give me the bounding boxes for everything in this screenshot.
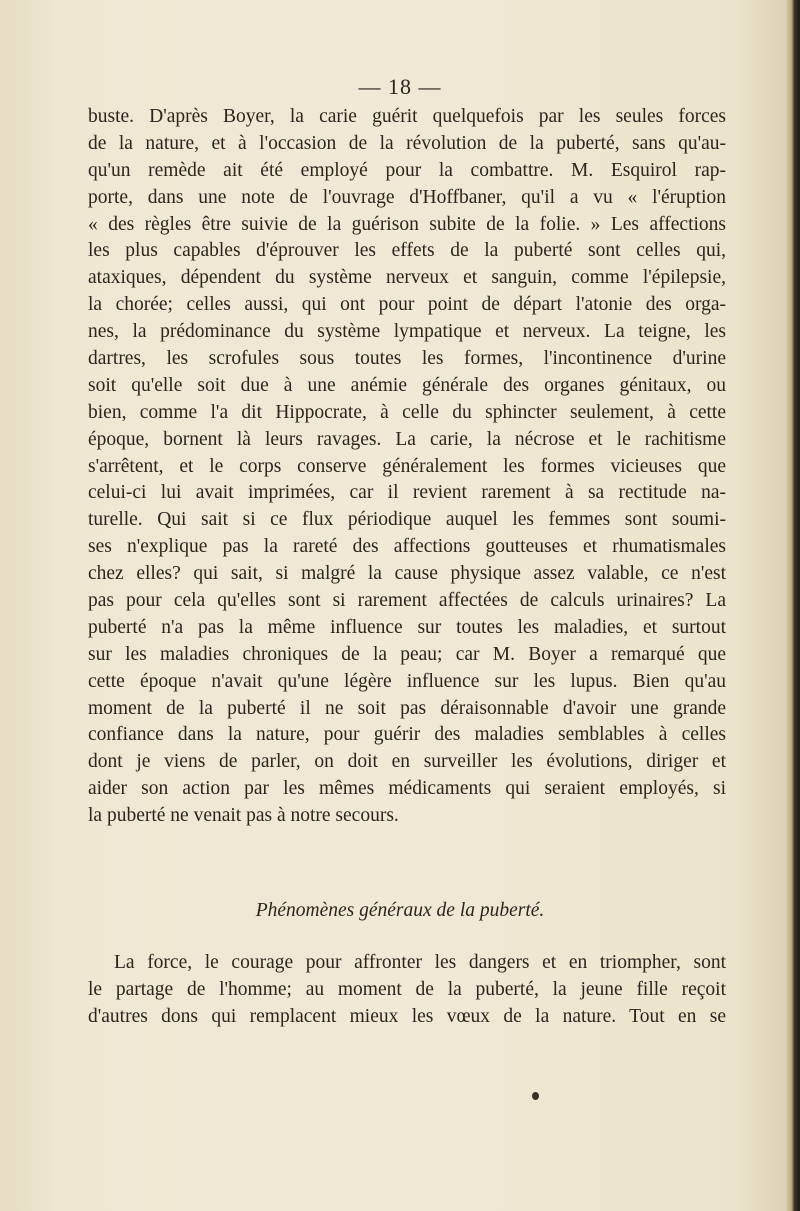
section-title: Phénomènes généraux de la puberté. xyxy=(255,900,545,921)
text-line: la puberté ne venait pas à notre secours. xyxy=(88,805,399,827)
text-line: époque, bornent là leurs ravages. La carie, la nécrose et le rachitisme xyxy=(88,428,726,450)
text-line: buste. D'après Boyer, la carie guérit quelquefois par les seules forces xyxy=(88,106,726,127)
text-line: La force, le courage pour affronter les dangers et en triompher, sont xyxy=(114,952,726,973)
text-line: ses n'explique pas la rareté des affections goutteuses et rhumatismales xyxy=(88,536,726,558)
ink-spot xyxy=(532,1092,539,1100)
text-line: s'arrêtent, et le corps conserve généralement les formes vicieuses que xyxy=(88,455,726,477)
text-line: de la nature, et à l'occasion de la révolution de la puberté, sans qu'au- xyxy=(88,132,726,154)
text-line: puberté n'a pas la même influence sur toutes les maladies, et surtout xyxy=(88,616,726,638)
text-line: les plus capables d'éprouver les effets de la puberté sont celles qui, xyxy=(88,240,726,262)
page-edge xyxy=(786,0,800,1211)
text-line: nes, la prédominance du système lympatique et nerveux. La teigne, les xyxy=(88,321,726,343)
text-line: celui-ci lui avait imprimées, car il revient rarement à sa rectitude na- xyxy=(88,482,726,504)
paragraph-1 xyxy=(88,104,726,830)
text-line: dartres, les scrofules sous toutes les formes, l'incontinence d'urine xyxy=(88,348,726,370)
text-line: cette époque n'avait qu'une légère influence sur les lupus. Bien qu'au xyxy=(88,670,726,692)
text-line: la chorée; celles aussi, qui ont pour point de départ l'atonie des orga- xyxy=(88,294,726,316)
text-line: soit qu'elle soit due à une anémie générale des organes génitaux, ou xyxy=(88,374,726,396)
text-line: « des règles être suivie de la guérison subite de la folie. » Les affections xyxy=(88,213,726,235)
text-line: dont je viens de parler, on doit en surveiller les évolutions, diriger et xyxy=(88,751,726,773)
text-line: moment de la puberté il ne soit pas déraisonnable d'avoir une grande xyxy=(88,697,726,719)
text-line: bien, comme l'a dit Hippocrate, à celle du sphincter seulement, à cette xyxy=(88,401,726,423)
text-line: aider son action par les mêmes médicaments qui seraient employés, si xyxy=(88,778,726,800)
paragraph-2 xyxy=(88,950,726,1031)
text-line: ataxiques, dépendent du système nerveux et sanguin, comme l'épilepsie, xyxy=(88,267,726,289)
text-line: qu'un remède ait été employé pour la combattre. M. Esquirol rap- xyxy=(88,159,726,181)
text-line: d'autres dons qui remplacent mieux les vœux de la nature. Tout en se xyxy=(88,1005,726,1027)
page-number: — 18 — xyxy=(358,74,442,99)
text-line: pas pour cela qu'elles sont si rarement affectées de calculs urinaires? La xyxy=(88,590,726,612)
text-line: le partage de l'homme; au moment de la puberté, la jeune fille reçoit xyxy=(88,978,726,1000)
text-line: turelle. Qui sait si ce flux périodique auquel les femmes sont soumi- xyxy=(88,509,726,531)
text-line: porte, dans une note de l'ouvrage d'Hoffbaner, qu'il a vu « l'éruption xyxy=(88,186,726,208)
text-line: sur les maladies chroniques de la peau; car M. Boyer a remarqué que xyxy=(88,643,726,665)
text-line: confiance dans la nature, pour guérir des maladies semblables à celles xyxy=(88,724,726,746)
text-line: chez elles? qui sait, si malgré la cause physique assez valable, ce n'est xyxy=(88,563,726,585)
